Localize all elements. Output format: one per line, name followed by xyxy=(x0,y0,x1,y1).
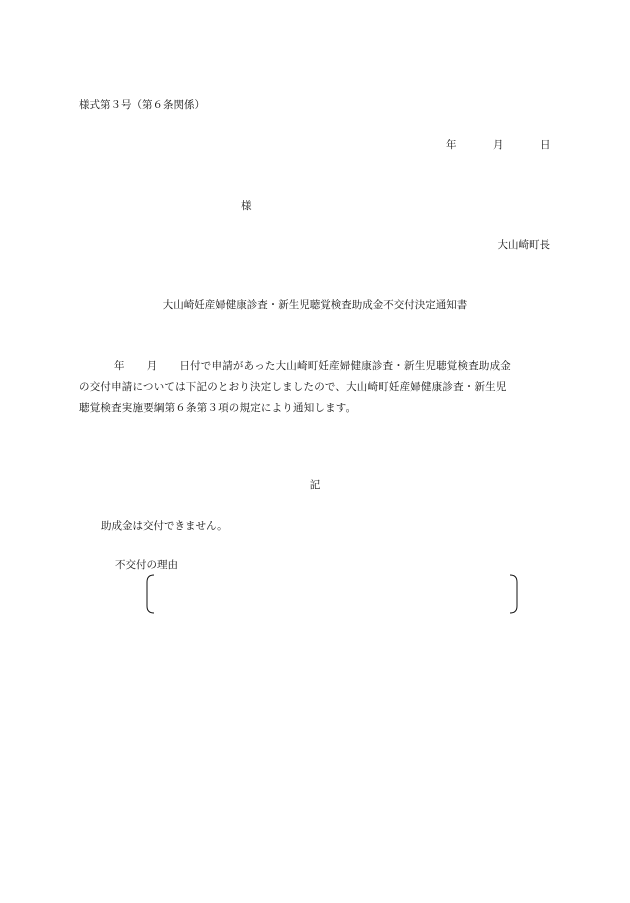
body-line-1: 日付で申請があった大山崎町妊産婦健康診査・新生児聴覚検査助成金 xyxy=(179,360,511,372)
form-number: 様式第３号（第６条関係） xyxy=(79,99,205,111)
date-day: 日 xyxy=(540,139,551,151)
date-year: 年 xyxy=(446,139,457,151)
document-title: 大山崎妊産婦健康診査・新生児聴覚検査助成金不交付決定通知書 xyxy=(162,299,468,311)
issuer-name: 大山崎町長 xyxy=(497,239,550,251)
date-line xyxy=(446,137,551,152)
ki-heading: 記 xyxy=(309,479,321,491)
addressee-suffix: 様 xyxy=(241,200,252,212)
body-year: 年 xyxy=(114,360,125,372)
reason-brackets xyxy=(144,574,520,614)
date-month: 月 xyxy=(493,139,504,151)
reason-label: 不交付の理由 xyxy=(115,559,178,571)
body-line-2: の交付申請については下記のとおり決定しましたので、大山崎町妊産婦健康診査・新生児 xyxy=(79,381,507,393)
decision-text: 助成金は交付できません。 xyxy=(101,520,228,532)
body-month: 月 xyxy=(146,360,158,372)
body-line-3: 聴覚検査実施要綱第６条第３項の規定により通知します。 xyxy=(79,402,357,414)
body-text xyxy=(79,356,551,419)
